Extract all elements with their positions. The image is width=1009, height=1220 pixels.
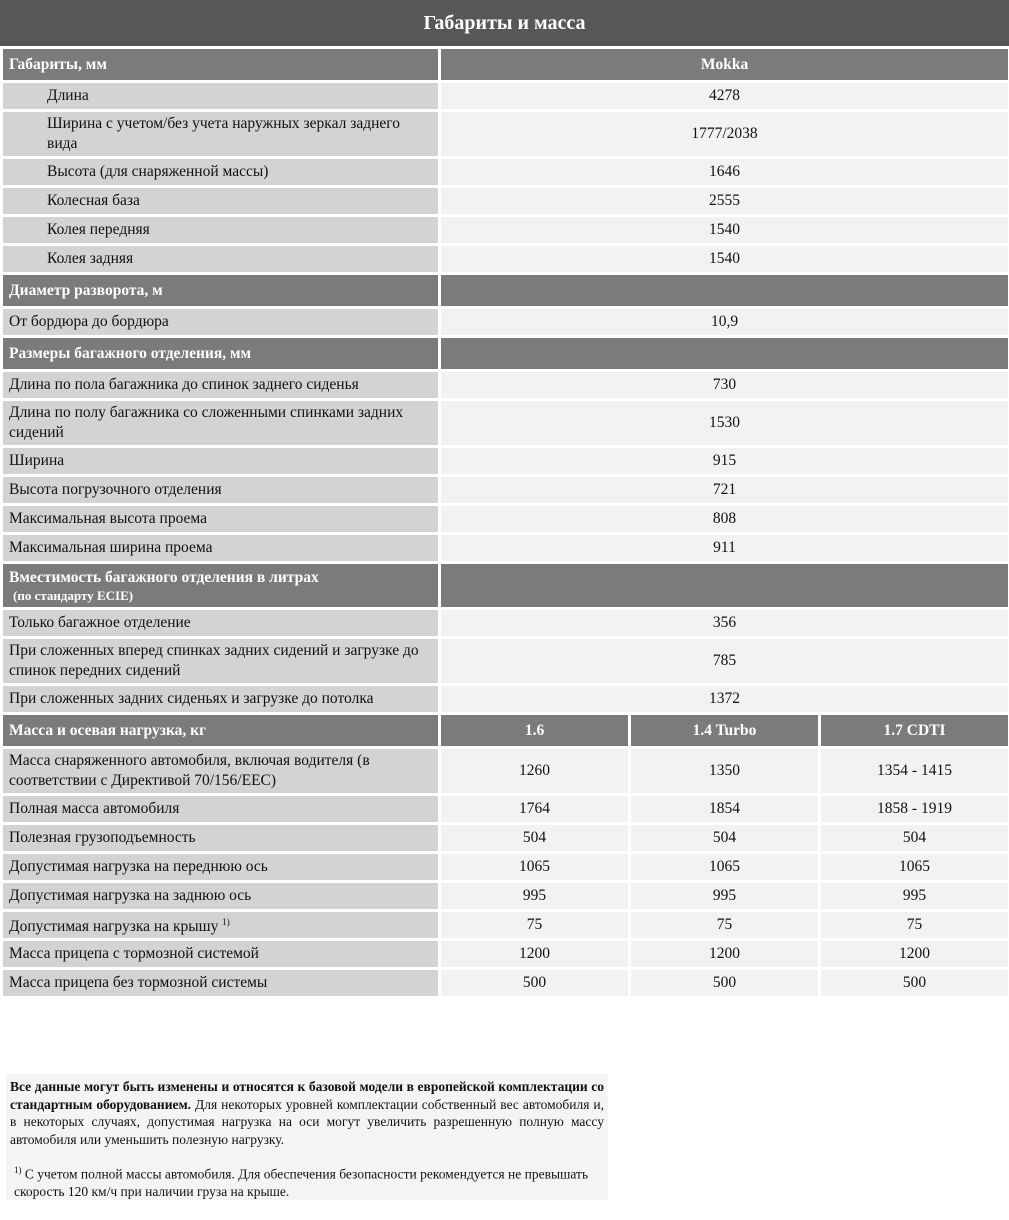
row-label: Масса прицепа без тормозной системы xyxy=(3,970,438,996)
footnote-1 xyxy=(10,1162,604,1201)
table-row xyxy=(3,854,1008,880)
row-label: Полезная грузоподъемность xyxy=(3,825,438,851)
row-value: 356 xyxy=(441,610,1008,636)
section-header-cargo-volume xyxy=(3,564,1008,607)
row-value: 995 xyxy=(441,883,628,909)
table-row xyxy=(3,970,1008,996)
table-row xyxy=(3,112,1008,156)
row-value: 915 xyxy=(441,448,1008,474)
row-label: Колея передняя xyxy=(3,217,438,243)
row-label: Максимальная высота проема xyxy=(3,506,438,532)
row-label xyxy=(3,912,438,938)
row-label: Допустимая нагрузка на заднюю ось xyxy=(3,883,438,909)
engine-header: 1.6 xyxy=(441,715,628,746)
row-value: 911 xyxy=(441,535,1008,561)
spec-table xyxy=(0,46,1009,999)
section-header-cargo-size xyxy=(3,338,1008,369)
row-label: От бордюра до бордюра xyxy=(3,309,438,335)
row-label: Ширина с учетом/без учета наружных зеркал заднего вида xyxy=(3,112,438,156)
row-value: 1777/2038 xyxy=(441,112,1008,156)
section-blank xyxy=(441,275,1008,306)
table-row xyxy=(3,506,1008,532)
row-label: Максимальная ширина проема xyxy=(3,535,438,561)
row-label: Масса снаряженного автомобиля, включая водителя (в соответствии с Директивой 70/156/EEC) xyxy=(3,749,438,793)
table-row xyxy=(3,372,1008,398)
row-value: 500 xyxy=(821,970,1008,996)
table-row xyxy=(3,749,1008,793)
disclaimer-bold: Все данные могут быть изменены и относятся к базовой модели в европейской комплектации со стандартным оборудованием. xyxy=(10,1079,604,1112)
table-row xyxy=(3,309,1008,335)
row-label: Колесная база xyxy=(3,188,438,214)
section-header-mass xyxy=(3,715,1008,746)
row-value: 1200 xyxy=(441,941,628,967)
table-row xyxy=(3,535,1008,561)
row-label: Допустимая нагрузка на переднюю ось xyxy=(3,854,438,880)
row-label: При сложенных вперед спинках задних сидений и загрузке до спинок передних сидений xyxy=(3,639,438,683)
row-value: 4278 xyxy=(441,83,1008,109)
footnote-text: С учетом полной массы автомобиля. Для обеспечения безопасности рекомендуется не превышать скорость 120 км/ч при наличии груза на крыше. xyxy=(14,1166,589,1199)
disclaimer-text: Для некоторых уровней комплектации собственный вес автомобиля и, в некоторых случаях, допустимая нагрузка на оси могут увеличить разрешенную полную массу автомобиля или уменьшить полезную нагрузку. xyxy=(10,1096,604,1147)
table-row xyxy=(3,159,1008,185)
section-title xyxy=(3,564,438,607)
disclaimer xyxy=(10,1078,604,1148)
row-label: Высота погрузочного отделения xyxy=(3,477,438,503)
row-value: 995 xyxy=(631,883,818,909)
row-value: 1646 xyxy=(441,159,1008,185)
row-value: 1764 xyxy=(441,796,628,822)
section-header-dimensions xyxy=(3,49,1008,80)
table-row xyxy=(3,686,1008,712)
row-label: Масса прицепа с тормозной системой xyxy=(3,941,438,967)
row-value: 75 xyxy=(441,912,628,938)
section-blank xyxy=(441,338,1008,369)
row-value: 504 xyxy=(821,825,1008,851)
row-value: 1065 xyxy=(821,854,1008,880)
engine-header: 1.7 CDTI xyxy=(821,715,1008,746)
row-value: 1350 xyxy=(631,749,818,793)
table-row xyxy=(3,401,1008,445)
row-value: 785 xyxy=(441,639,1008,683)
table-row xyxy=(3,217,1008,243)
row-value: 1530 xyxy=(441,401,1008,445)
row-label: Только багажное отделение xyxy=(3,610,438,636)
row-label: При сложенных задних сиденьях и загрузке до потолка xyxy=(3,686,438,712)
row-label: Длина xyxy=(3,83,438,109)
row-value: 1065 xyxy=(441,854,628,880)
row-label: Длина по полу багажника со сложенными спинками задних сидений xyxy=(3,401,438,445)
model-name: Mokka xyxy=(441,49,1008,80)
row-value: 1200 xyxy=(631,941,818,967)
row-value: 721 xyxy=(441,477,1008,503)
row-label-text: Допустимая нагрузка на крышу xyxy=(9,918,219,936)
row-value: 504 xyxy=(631,825,818,851)
row-value: 1540 xyxy=(441,217,1008,243)
table-row xyxy=(3,477,1008,503)
row-label: Полная масса автомобиля xyxy=(3,796,438,822)
table-row xyxy=(3,639,1008,683)
row-value: 1540 xyxy=(441,246,1008,272)
footnote-box xyxy=(6,1074,608,1200)
row-value: 1260 xyxy=(441,749,628,793)
row-value: 10,9 xyxy=(441,309,1008,335)
row-value: 1354 - 1415 xyxy=(821,749,1008,793)
table-row xyxy=(3,825,1008,851)
section-subtitle: (по стандарту ECIE) xyxy=(13,587,134,603)
section-title: Масса и осевая нагрузка, кг xyxy=(3,715,438,746)
table-row xyxy=(3,796,1008,822)
table-row xyxy=(3,448,1008,474)
section-title: Диаметр разворота, м xyxy=(3,275,438,306)
row-value: 1065 xyxy=(631,854,818,880)
row-value: 1200 xyxy=(821,941,1008,967)
row-value: 500 xyxy=(631,970,818,996)
table-row xyxy=(3,610,1008,636)
table-row xyxy=(3,246,1008,272)
table-row xyxy=(3,883,1008,909)
row-value: 730 xyxy=(441,372,1008,398)
section-blank xyxy=(441,564,1008,607)
row-label: Ширина xyxy=(3,448,438,474)
footnote-marker: 1) xyxy=(14,1165,22,1175)
table-row xyxy=(3,188,1008,214)
row-value: 808 xyxy=(441,506,1008,532)
row-value: 1372 xyxy=(441,686,1008,712)
footnote-marker: 1) xyxy=(222,917,230,928)
row-value: 75 xyxy=(821,912,1008,938)
page-title: Габариты и масса xyxy=(0,0,1009,46)
row-label: Высота (для снаряженной массы) xyxy=(3,159,438,185)
row-label: Длина по пола багажника до спинок заднего сиденья xyxy=(3,372,438,398)
row-value: 500 xyxy=(441,970,628,996)
section-header-turning xyxy=(3,275,1008,306)
table-row xyxy=(3,941,1008,967)
row-value: 504 xyxy=(441,825,628,851)
engine-header: 1.4 Turbo xyxy=(631,715,818,746)
row-label: Колея задняя xyxy=(3,246,438,272)
row-value: 995 xyxy=(821,883,1008,909)
section-title-main: Вместимость багажного отделения в литрах xyxy=(9,568,319,586)
table-row xyxy=(3,912,1008,938)
section-title: Размеры багажного отделения, мм xyxy=(3,338,438,369)
row-value: 1854 xyxy=(631,796,818,822)
row-value: 75 xyxy=(631,912,818,938)
table-row xyxy=(3,83,1008,109)
row-value: 1858 - 1919 xyxy=(821,796,1008,822)
row-value: 2555 xyxy=(441,188,1008,214)
section-title: Габариты, мм xyxy=(3,49,438,80)
